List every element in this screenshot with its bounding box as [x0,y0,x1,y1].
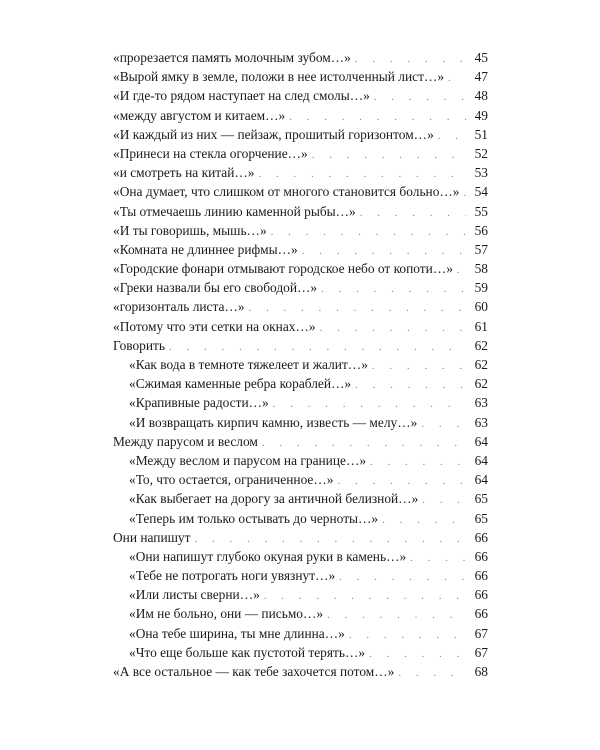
toc-page-number: 66 [466,528,488,547]
toc-entry-title: Говорить [113,336,169,355]
toc-entry-title: «горизонталь листа…» [113,297,249,316]
toc-page-number: 48 [466,86,488,105]
toc-page-number: 56 [466,221,488,240]
toc-entry-title: «Тебе не потрогать ноги увязнут…» [129,566,339,585]
toc-entry[interactable] [113,336,488,355]
toc-subentry[interactable] [113,413,488,432]
toc-page-number: 66 [466,585,488,604]
toc-page-number: 63 [466,393,488,412]
toc-page-number: 57 [466,240,488,259]
toc-entry-title: «Она думает, что слишком от многого становится больно…» [113,182,464,201]
toc-subentry[interactable] [113,643,488,662]
toc-entry-title: «Что еще больше как пустотой терять…» [129,643,369,662]
toc-entry-title: «Между веслом и парусом на границе…» [129,451,370,470]
toc-entry-title: «И каждый из них — пейзаж, прошитый горизонтом…» [113,125,438,144]
toc-entry[interactable] [113,106,488,125]
toc-entry[interactable] [113,48,488,67]
toc-entry-title: «Она тебе ширина, ты мне длинна…» [129,624,349,643]
toc-entry[interactable] [113,432,488,451]
dot-leader [398,664,466,683]
toc-entry-title: «Потому что эти сетки на окнах…» [113,317,320,336]
toc-page-number: 66 [466,604,488,623]
toc-page-number: 65 [466,489,488,508]
toc-page-number: 45 [466,48,488,67]
toc-page-number: 58 [466,259,488,278]
toc-entry-title: «Как выбегает на дорогу за античной белизной…» [129,489,422,508]
toc-subentry[interactable] [113,547,488,566]
toc-page-number: 62 [466,336,488,355]
toc-page-number: 47 [466,67,488,86]
toc-entry-title: «и смотреть на китай…» [113,163,258,182]
toc-entry-title: «прорезается память молочным зубом…» [113,48,355,67]
toc-subentry[interactable] [113,393,488,412]
toc-entry-title: «Они напишут глубоко окуная руки в камень…» [129,547,410,566]
toc-subentry[interactable] [113,585,488,604]
toc-subentry[interactable] [113,355,488,374]
toc-entry-title: «И возвращать кирпич камню, известь — мелу…» [129,413,421,432]
toc-entry[interactable] [113,67,488,86]
toc-entry-title: «Принеси на стекла огорчение…» [113,144,312,163]
toc-page-number: 60 [466,297,488,316]
toc-entry[interactable] [113,259,488,278]
toc-page-number: 49 [466,106,488,125]
toc-entry-title: «Теперь им только остывать до черноты…» [129,509,382,528]
toc-entry-title: «Сжимая каменные ребра кораблей…» [129,374,355,393]
toc-subentry[interactable] [113,566,488,585]
toc-subentry[interactable] [113,489,488,508]
toc-entry-title: «Ты отмечаешь линию каменной рыбы…» [113,202,360,221]
toc-entry-title: «И ты говоришь, мышь…» [113,221,271,240]
toc-page-number: 64 [466,451,488,470]
toc-entry[interactable] [113,662,488,681]
toc-entry-title: «А все остальное — как тебе захочется потом…» [113,662,398,681]
toc-entry[interactable] [113,86,488,105]
toc-page-number: 54 [466,182,488,201]
toc-entry-title: Между парусом и веслом [113,432,262,451]
toc-page-number: 66 [466,547,488,566]
toc-entry-title: «Греки назвали бы его свободой…» [113,278,321,297]
toc-page-number: 66 [466,566,488,585]
toc-page-number: 64 [466,470,488,489]
toc-subentry[interactable] [113,451,488,470]
toc-page-number: 65 [466,509,488,528]
toc-page-number: 67 [466,624,488,643]
toc-page-number: 55 [466,202,488,221]
toc-entry-title: «между августом и китаем…» [113,106,289,125]
toc-subentry[interactable] [113,470,488,489]
toc-entry[interactable] [113,240,488,259]
table-of-contents [113,48,488,681]
toc-entry-title: «Городские фонари отмывают городское небо от копоти…» [113,259,457,278]
toc-entry[interactable] [113,125,488,144]
toc-subentry[interactable] [113,604,488,623]
toc-page-number: 61 [466,317,488,336]
toc-entry[interactable] [113,182,488,201]
toc-page-number: 59 [466,278,488,297]
toc-page-number: 67 [466,643,488,662]
toc-page-number: 52 [466,144,488,163]
toc-page-number: 53 [466,163,488,182]
toc-entry[interactable] [113,202,488,221]
toc-entry[interactable] [113,297,488,316]
toc-subentry[interactable] [113,374,488,393]
toc-entry-title: «То, что остается, ограниченное…» [129,470,337,489]
toc-entry-title: Они напишут [113,528,194,547]
toc-page-number: 63 [466,413,488,432]
toc-entry-title: «Или листы сверни…» [129,585,264,604]
toc-entry[interactable] [113,278,488,297]
toc-entry-title: «И где-то рядом наступает на след смолы…» [113,86,374,105]
toc-page-number: 68 [466,662,488,681]
toc-entry[interactable] [113,317,488,336]
toc-entry-title: «Им не больно, они — письмо…» [129,604,327,623]
toc-entry[interactable] [113,528,488,547]
toc-subentry[interactable] [113,509,488,528]
toc-page-number: 51 [466,125,488,144]
toc-subentry[interactable] [113,624,488,643]
toc-page-number: 62 [466,374,488,393]
toc-entry-title: «Крапивные радости…» [129,393,273,412]
toc-entry-title: «Вырой ямку в земле, положи в нее истолченный лист…» [113,67,448,86]
toc-page-number: 64 [466,432,488,451]
toc-entry[interactable] [113,144,488,163]
toc-entry[interactable] [113,221,488,240]
toc-entry-title: «Комната не длиннее рифмы…» [113,240,302,259]
toc-page-number: 62 [466,355,488,374]
toc-entry-title: «Как вода в темноте тяжелеет и жалит…» [129,355,372,374]
toc-entry[interactable] [113,163,488,182]
